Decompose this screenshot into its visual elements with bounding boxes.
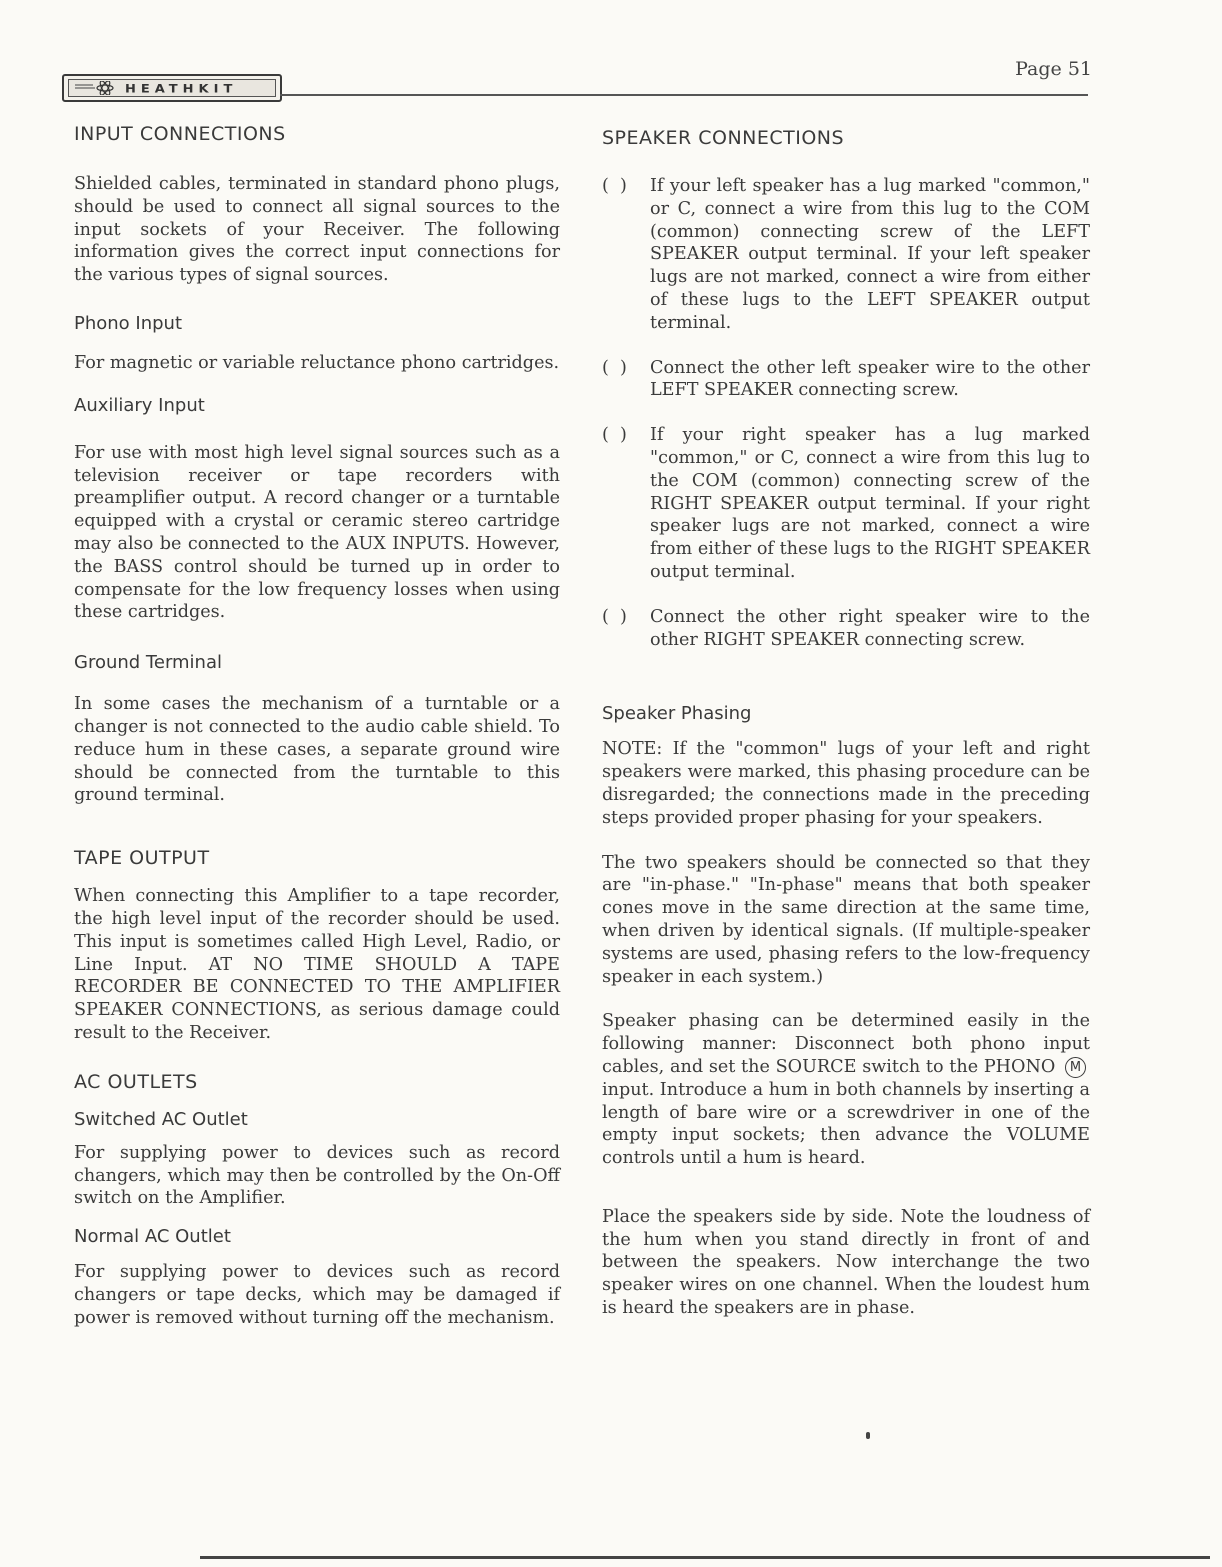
phono-m-symbol: M [1065, 1057, 1086, 1078]
auxiliary-input-text: For use with most high level signal sources such as a television receiver or tape recorders with preamplifier output. A record changer or a turntable equipped with a crystal or ceramic stereo cartridge may also be connected to the AUX INPUTS. However, the BASS control should be turned up in order to compensate for the low frequency losses when using these cartridges. [74, 442, 560, 623]
tape-output-heading: TAPE OUTPUT [74, 847, 210, 870]
normal-outlet-heading: Normal AC Outlet [74, 1226, 231, 1248]
phasing-paragraph-2-end: input. Introduce a hum in both channels by inserting a length of bare wire or a screwdriver in one of the empty input sockets; then advance the VOLUME controls until a hum is heard. [602, 1079, 1091, 1169]
input-connections-text: Shielded cables, terminated in standard phono plugs, should be used to connect all signal sources to the input sockets of your Receiver. The following information gives the correct input connections for the various types of signal sources. [74, 174, 560, 286]
speaker-step [602, 424, 1090, 584]
speaker-step-text: Connect the other left speaker wire to the other LEFT SPEAKER connecting screw. [650, 357, 1090, 401]
right-column [602, 118, 1090, 1320]
left-column [74, 118, 560, 1330]
speaker-step [602, 357, 1090, 403]
phasing-paragraph-1: The two speakers should be connected so that they are "in-phase." "In-phase" means that both speaker cones move in the same direction at the same time, when driven by identical signals. (If multiple-speaker systems are used, phasing refers to the low-frequency speaker in each system.) [602, 852, 1090, 987]
phono-input-heading: Phono Input [74, 312, 183, 334]
speaker-step-text: Connect the other right speaker wire to the other RIGHT SPEAKER connecting screw. [650, 606, 1090, 650]
speaker-connections-heading: SPEAKER CONNECTIONS [602, 127, 845, 149]
ground-terminal-heading: Ground Terminal [74, 652, 222, 674]
page-number: Page 51 [1015, 58, 1092, 80]
speaker-step-text: If your left speaker has a lug marked "common," or C, connect a wire from this lug to the COM (common) connecting screw of the LEFT SPEAKER output terminal. If your left speaker lugs are not marked, connect a wire from either of these lugs to the LEFT SPEAKER output terminal. [650, 176, 1090, 333]
speaker-step-text: If your right speaker has a lug marked "common," or C, connect a wire from this lug to the COM (common) connecting screw of the RIGHT SPEAKER output terminal. If your right speaker lugs are not marked, connect a wire from either of these lugs to the RIGHT SPEAKER output terminal. [650, 425, 1090, 582]
step-checkbox[interactable]: ( ) [602, 176, 627, 196]
speaker-step [602, 175, 1090, 335]
switched-outlet-heading: Switched AC Outlet [74, 1108, 248, 1130]
phono-input-text: For magnetic or variable reluctance phono cartridges. [74, 352, 560, 373]
page-mark [866, 1432, 870, 1439]
ac-outlets-heading: AC OUTLETS [74, 1070, 198, 1093]
normal-outlet-text: For supplying power to devices such as record changers or tape decks, which may be damaged if power is removed without turning off the mechanism. [74, 1262, 560, 1328]
atom-icon [75, 81, 119, 95]
phasing-paragraph-2-start: Speaker phasing can be determined easily in the following manner: Disconnect both phono input cables, and set the SOURCE switch to the PHONO [602, 1011, 1090, 1077]
header-rule [280, 94, 1088, 96]
footer-rule [200, 1556, 1210, 1559]
phasing-paragraph-2 [602, 1010, 1090, 1170]
step-checkbox[interactable]: ( ) [602, 357, 627, 378]
switched-outlet-text: For supplying power to devices such as record changers, which may then be controlled by the On-Off switch on the Amplifier. [74, 1142, 560, 1209]
ground-terminal-text: In some cases the mechanism of a turntable or a changer is not connected to the audio cable shield. To reduce hum in these cases, a separate ground wire should be connected from the turntable to this ground terminal. [74, 694, 560, 806]
phasing-paragraph-3: Place the speakers side by side. Note the loudness of the hum when you stand directly in front of and between the speakers. Now interchange the two speaker wires on one channel. When the loudest hum is heard the speakers are in phase. [602, 1206, 1090, 1319]
phasing-note: NOTE: If the "common" lugs of your left and right speakers were marked, this phasing procedure can be disregarded; the connections made in the preceding steps provided proper phasing for your speakers. [602, 739, 1090, 828]
speaker-phasing-heading: Speaker Phasing [602, 703, 752, 725]
input-connections-heading: INPUT CONNECTIONS [74, 123, 286, 145]
step-checkbox[interactable]: ( ) [602, 606, 627, 627]
brand-name: HEATHKIT [125, 82, 238, 97]
step-checkbox[interactable]: ( ) [602, 425, 627, 446]
tape-output-text: When connecting this Amplifier to a tape recorder, the high level input of the recorder should be used. This input is sometimes called High Level, Radio, or Line Input. AT NO TIME SHOULD A TAPE RECORDER BE CONNECTED TO THE AMPLIFIER SPEAKER CONNECTIONS, as serious damage could result to the Receiver. [74, 886, 560, 1043]
auxiliary-input-heading: Auxiliary Input [74, 394, 205, 416]
speaker-step [602, 606, 1090, 652]
heathkit-logo [62, 74, 282, 102]
